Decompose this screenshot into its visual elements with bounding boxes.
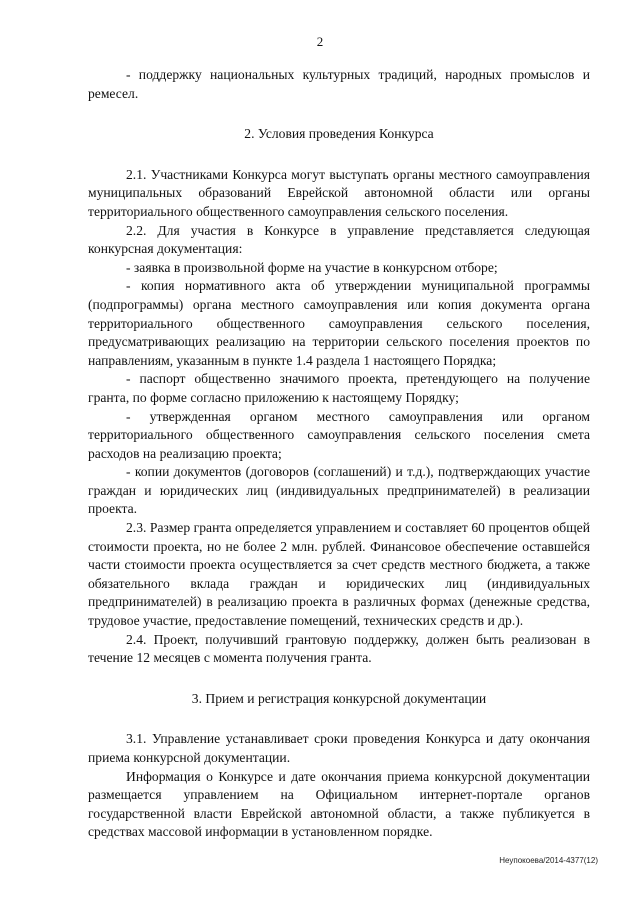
section-heading: 3. Прием и регистрация конкурсной документации	[191, 690, 487, 706]
document-reference-footer: Неупокоева/2014-4377(12)	[499, 856, 598, 865]
paragraph: - заявка в произвольной форме на участие в конкурсном отборе;	[126, 259, 498, 275]
paragraph: - паспорт общественно значимого проекта, претендующего на получение гранта, по форме согласно приложению к настоящему Порядку;	[88, 371, 590, 405]
paragraph: Информация о Конкурсе и дате окончания приема конкурсной документации размещается управлением на Официальном интернет-портале органов государственной власти Еврейской автономной области, а также публикуется в средствах массовой информации в установленном порядке.	[88, 768, 590, 840]
paragraph: - поддержку национальных культурных традиций, народных промыслов и ремесел.	[88, 67, 590, 101]
paragraph: 2.2. Для участия в Конкурсе в управление представляется следующая конкурсная документация:	[88, 222, 590, 257]
document-body	[88, 66, 590, 842]
paragraph: - копии документов (договоров (соглашений) и т.д.), подтверждающих участие граждан и юридических лиц (индивидуальных предпринимателей) в реализации проекта.	[88, 464, 590, 517]
paragraph: - утвержденная органом местного самоуправления или органом территориального общественного самоуправления сельского поселения смета расходов на реализацию проекта;	[88, 408, 590, 461]
paragraph: 3.1. Управление устанавливает сроки проведения Конкурса и дату окончания приема конкурсной документации.	[88, 731, 590, 765]
page-number: 2	[316, 34, 324, 49]
section-heading: 2. Условия проведения Конкурса	[244, 126, 434, 142]
paragraph: - копия нормативного акта об утверждении муниципальной программы (подпрограммы) органа местного самоуправления или копия документа органа территориального общественного самоуправления сельского поселения, предусматривающих реализацию на территории сельского поселения проектов по направлениям, указанным в пункте 1.4 раздела 1 настоящего Порядка;	[88, 278, 590, 368]
paragraph: 2.3. Размер гранта определяется управлением и составляет 60 процентов общей стоимости проекта, но не более 2 млн. рублей. Финансовое обеспечение оставшейся части стоимости проекта осуществляется за счет средств местного бюджета, а также обязательного вклада граждан и юридических лиц (индивидуальных предпринимателей) в реализацию проекта в различных формах (денежные средства, трудовое участие, предоставление помещений, технических средств и др.).	[88, 520, 590, 629]
paragraph: 2.4. Проект, получивший грантовую поддержку, должен быть реализован в течение 12 месяцев с момента получения гранта.	[88, 631, 590, 666]
paragraph: 2.1. Участниками Конкурса могут выступать органы местного самоуправления муниципальных образований Еврейской автономной области или органы территориального общественного самоуправления сельского поселения.	[88, 166, 590, 219]
